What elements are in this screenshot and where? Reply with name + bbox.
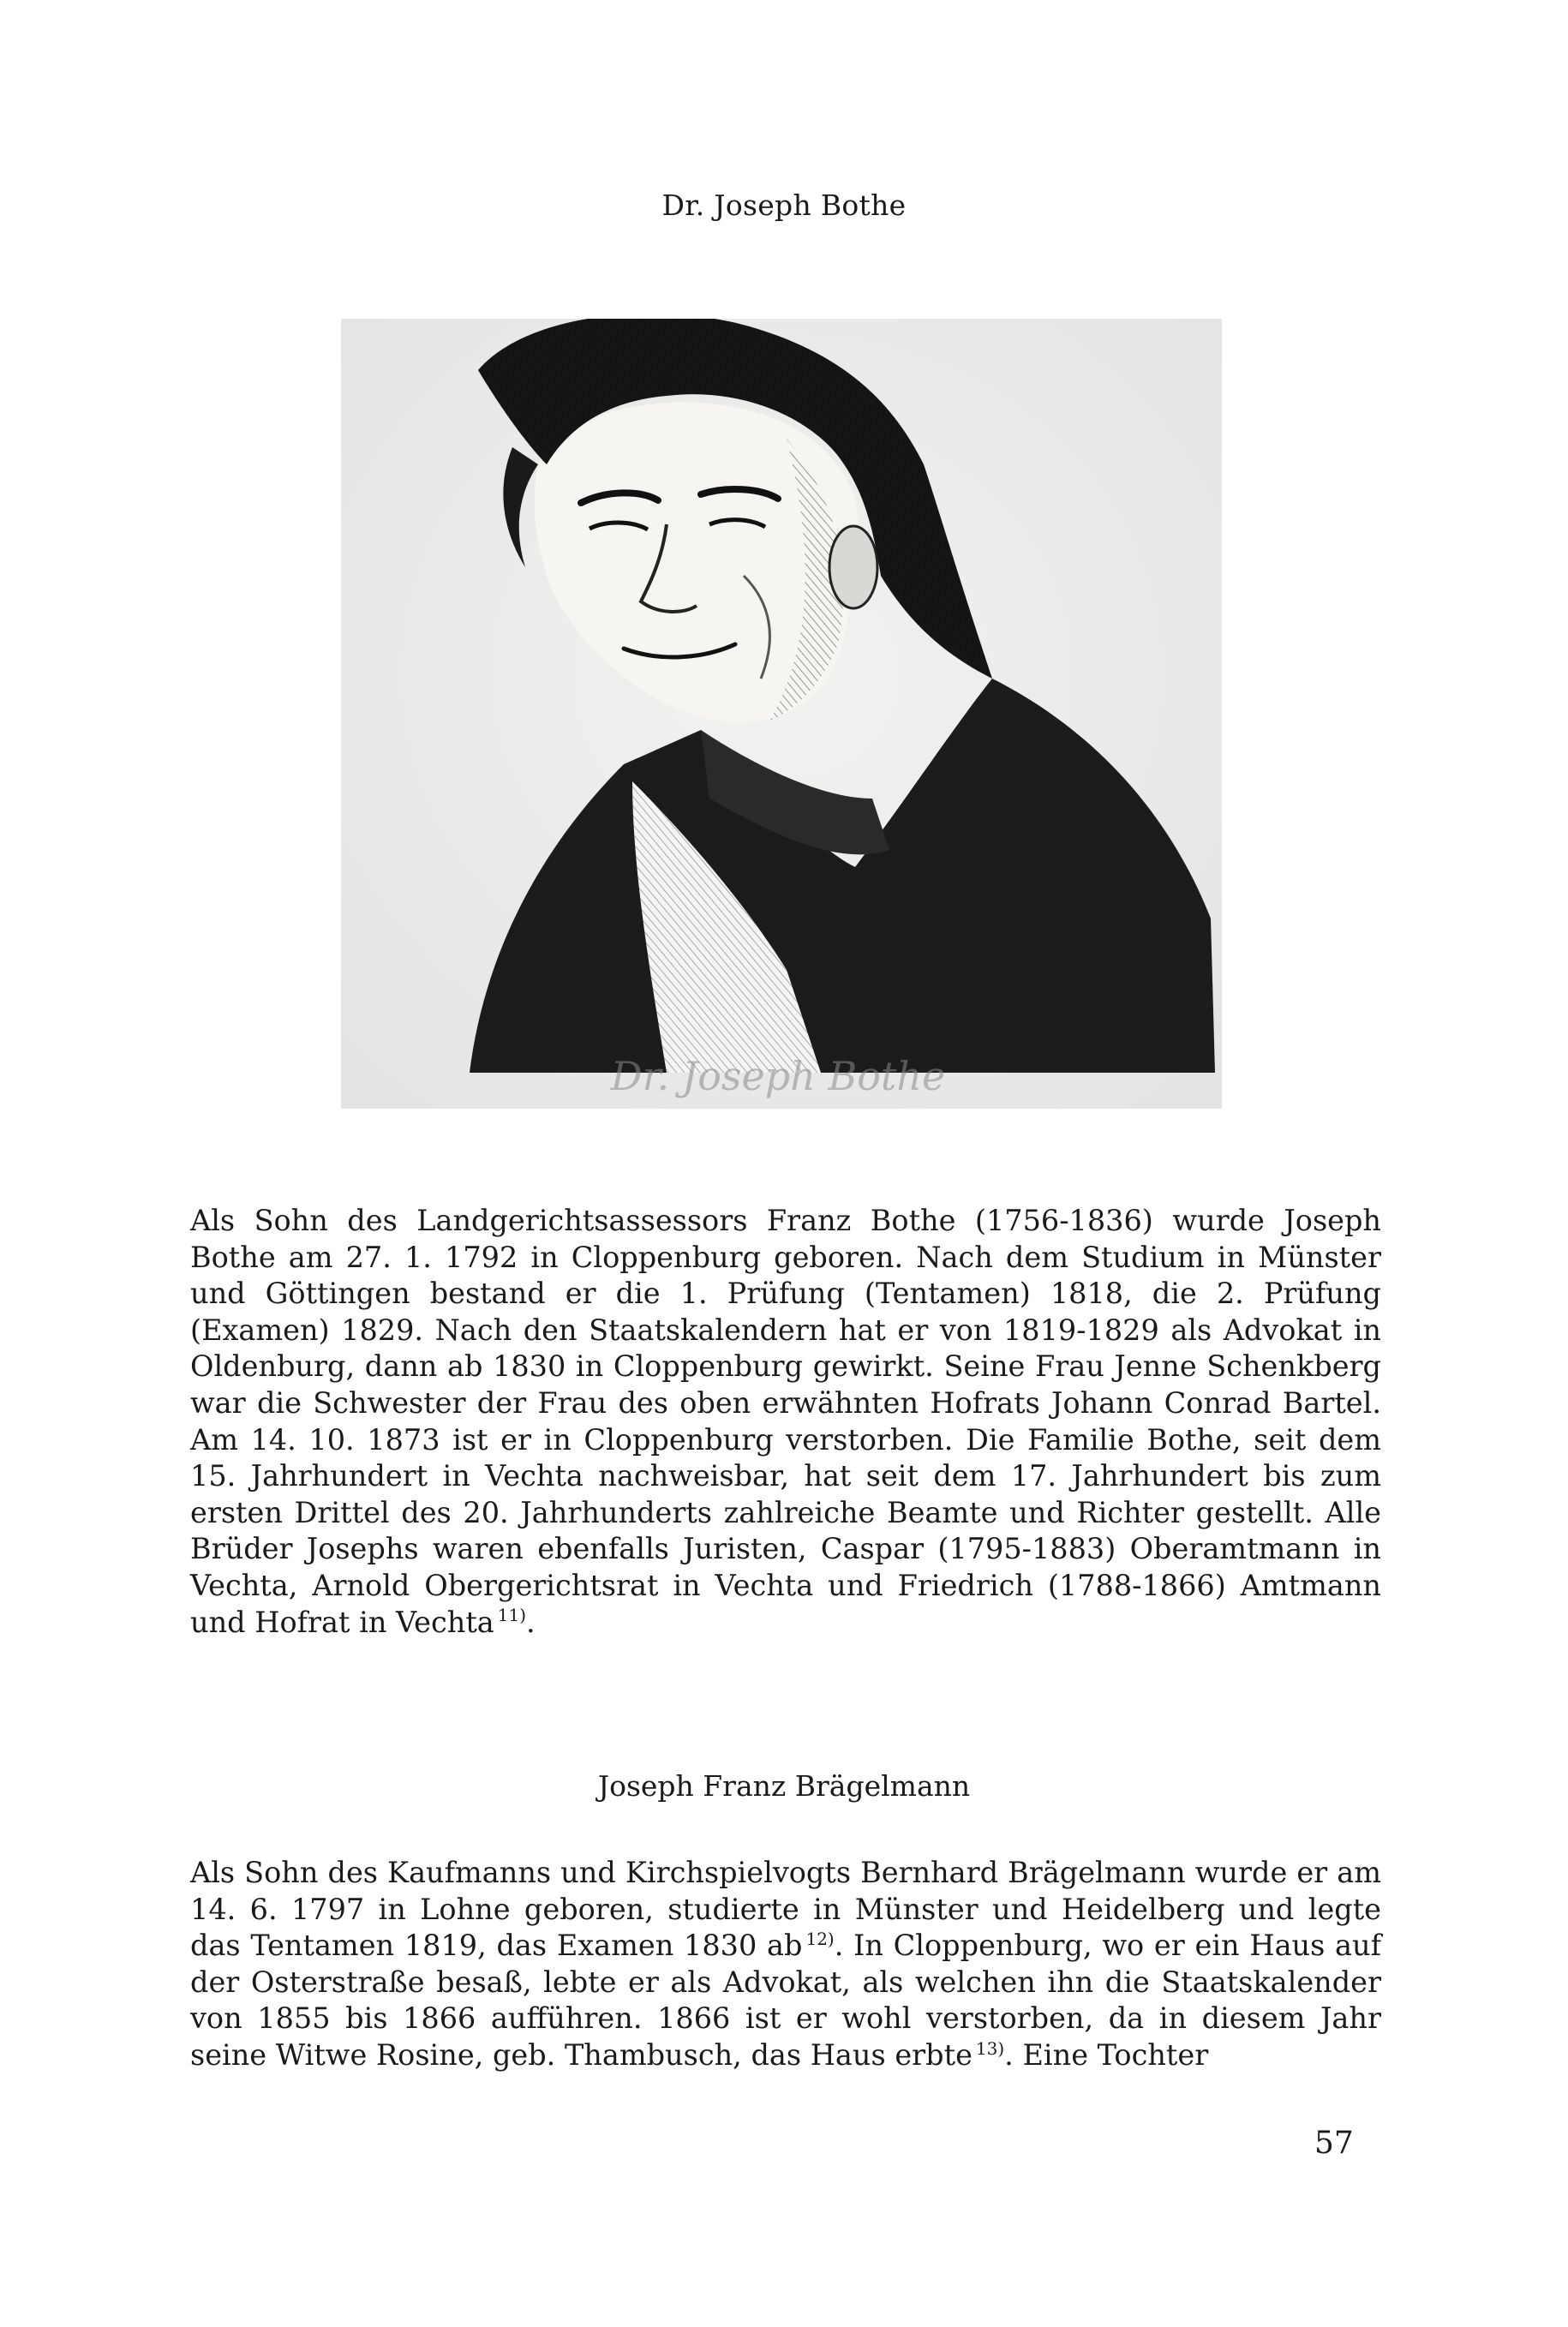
portrait-drawing [341, 319, 1222, 1109]
page-number: 57 [1314, 2126, 1354, 2161]
paragraph-text-part1: Als Sohn des Kaufmanns und Kirchspielvogts Bernhard Brägelmann wurde er am 14. 6. 1797 in Lohne geboren, studierte in Münster und Heidelberg und legte das Tentamen 1819, das Examen 1830 ab [190, 1856, 1381, 1963]
footnote-marker: 11) [497, 1605, 527, 1626]
footnote-marker: 12) [805, 1929, 835, 1950]
biography-paragraph-bothe [190, 1203, 1381, 1641]
biography-paragraph-braegelmann [190, 1855, 1381, 2074]
paragraph-text: Als Sohn des Landgerichtsassessors Franz Bothe (1756-1836) wurde Joseph Bothe am 27. 1. 1792 in Cloppenburg geboren. Nach dem Studium in Münster und Göttingen bestand er die 1. Prüfung (Tentamen) 1818, die 2. Prüfung (Examen) 1829. Nach den Staatskalendern hat er von 1819-1829 als Advokat in Oldenburg, dann ab 1830 in Cloppenburg gewirkt. Seine Frau Jenne Schenkberg war die Schwester der Frau des oben erwähnten Hofrats Johann Conrad Bartel. Am 14. 10. 1873 ist er in Cloppenburg verstorben. Die Familie Bothe, seit dem 15. Jahrhundert in Vechta nachweisbar, hat seit dem 17. Jahrhundert bis zum ersten Drittel des 20. Jahrhunderts zahlreiche Beamte und Richter gestellt. Alle Brüder Josephs waren ebenfalls Juristen, Caspar (1795-1883) Oberamtmann in Vechta, Arnold Obergerichtsrat in Vechta und Friedrich (1788-1866) Amtmann und Hofrat in Vechta [190, 1204, 1381, 1639]
page-title: Dr. Joseph Bothe [661, 188, 907, 222]
paragraph-end: . [526, 1605, 536, 1639]
portrait-signature: Dr. Joseph Bothe [610, 1053, 946, 1099]
paragraph-text-part3: . Eine Tochter [1004, 2037, 1209, 2072]
footnote-marker: 13) [975, 2037, 1005, 2059]
paragraph-text-part2: . In Cloppenburg, wo er ein Haus auf der Osterstraße besaß, lebte er als Advokat, als welchen ihn die Staatskalender von 1855 bis 1866 aufführen. 1866 ist er wohl verstorben, da in diesem Jahr seine Witwe Rosine, geb. Thambusch, das Haus erbte [190, 1929, 1381, 2072]
section-heading: Joseph Franz Brägelmann [597, 1769, 971, 1803]
